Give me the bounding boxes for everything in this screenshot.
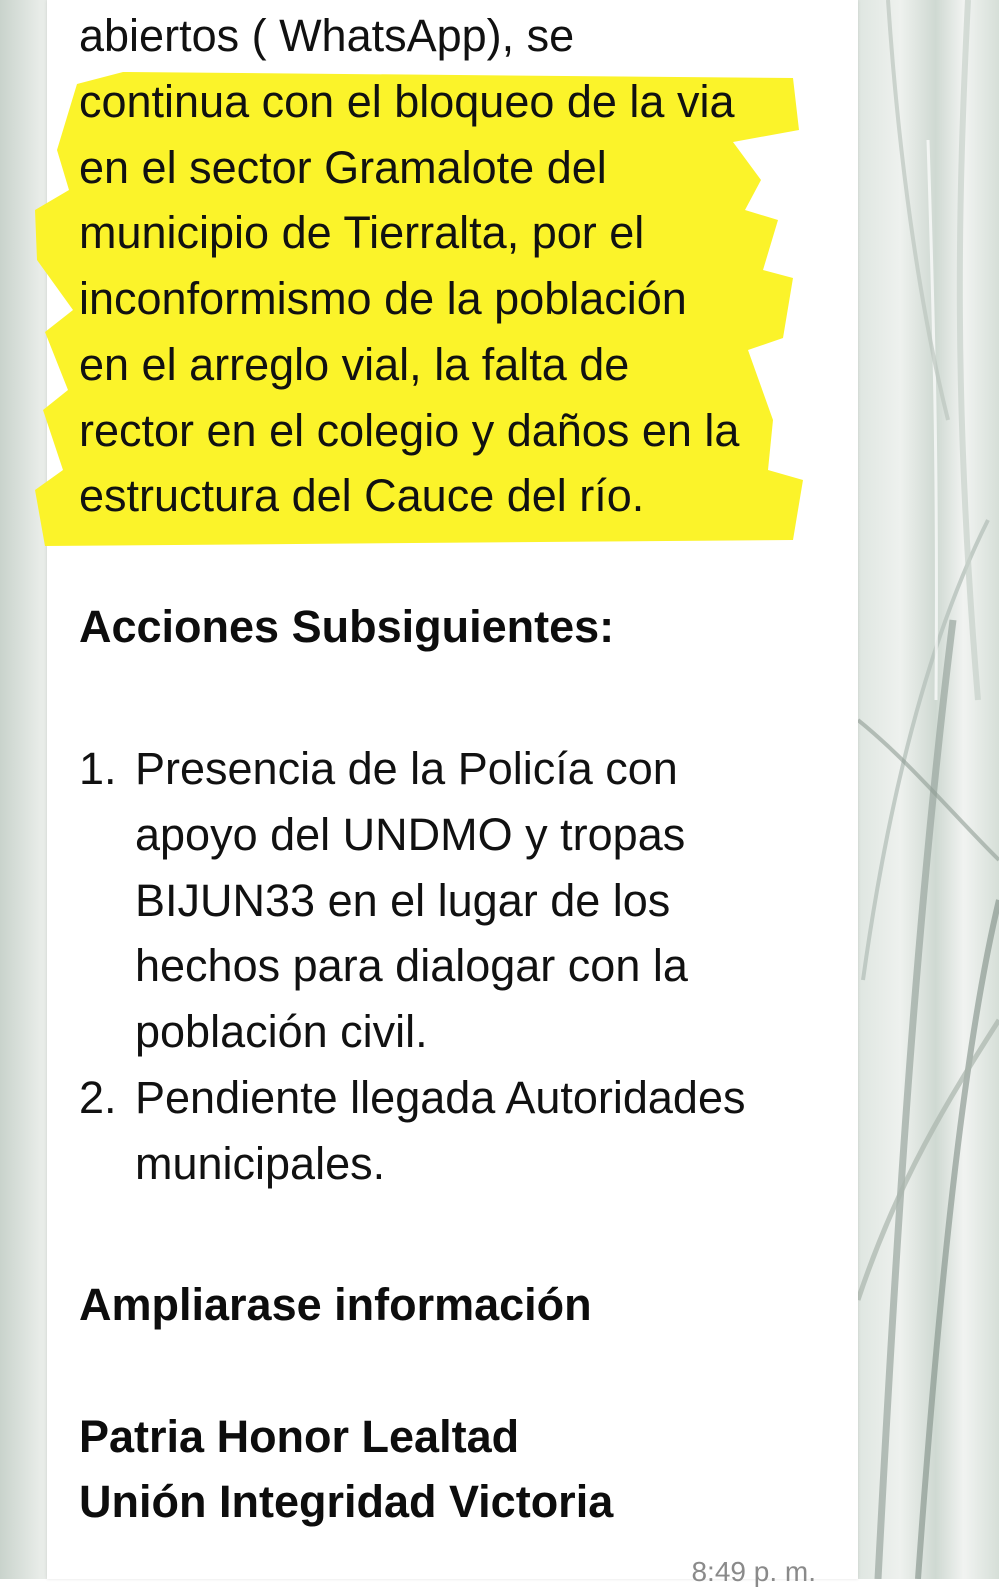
action-2-line-1: Pendiente llegada Autoridades bbox=[135, 1072, 746, 1123]
message-bubble bbox=[47, 0, 858, 1587]
intro-line-2: continua con el bloqueo de la via bbox=[79, 76, 735, 127]
actions-heading: Acciones Subsiguientes: bbox=[79, 601, 615, 652]
motto-line-2: Unión Integridad Victoria bbox=[79, 1476, 614, 1527]
action-1-line-3: BIJUN33 en el lugar de los bbox=[135, 875, 671, 926]
action-1-line-2: apoyo del UNDMO y tropas bbox=[135, 809, 686, 860]
motto-line-1: Patria Honor Lealtad bbox=[79, 1411, 520, 1462]
action-1-line-4: hechos para dialogar con la bbox=[135, 940, 688, 991]
action-1-line-1: Presencia de la Policía con bbox=[135, 743, 678, 794]
chat-wallpaper-right bbox=[858, 0, 999, 1579]
intro-line-7: rector en el colegio y daños en la bbox=[79, 405, 740, 456]
message-timestamp: 8:49 p. m. bbox=[691, 1556, 816, 1587]
action-1-line-5: población civil. bbox=[135, 1006, 428, 1057]
intro-line-5: inconformismo de la población bbox=[79, 273, 687, 324]
intro-line-4: municipio de Tierralta, por el bbox=[79, 207, 645, 258]
intro-line-3: en el sector Gramalote del bbox=[79, 142, 607, 193]
intro-line-8: estructura del Cauce del río. bbox=[79, 470, 645, 521]
intro-line-6: en el arreglo vial, la falta de bbox=[79, 339, 630, 390]
action-1-number: 1. bbox=[79, 743, 117, 794]
intro-line-1: abiertos ( WhatsApp), se bbox=[79, 10, 575, 61]
action-2-line-2: municipales. bbox=[135, 1138, 386, 1189]
action-2-number: 2. bbox=[79, 1072, 117, 1123]
wallpaper-grass-pattern bbox=[858, 0, 999, 1579]
more-info-text: Ampliarase información bbox=[79, 1279, 592, 1330]
